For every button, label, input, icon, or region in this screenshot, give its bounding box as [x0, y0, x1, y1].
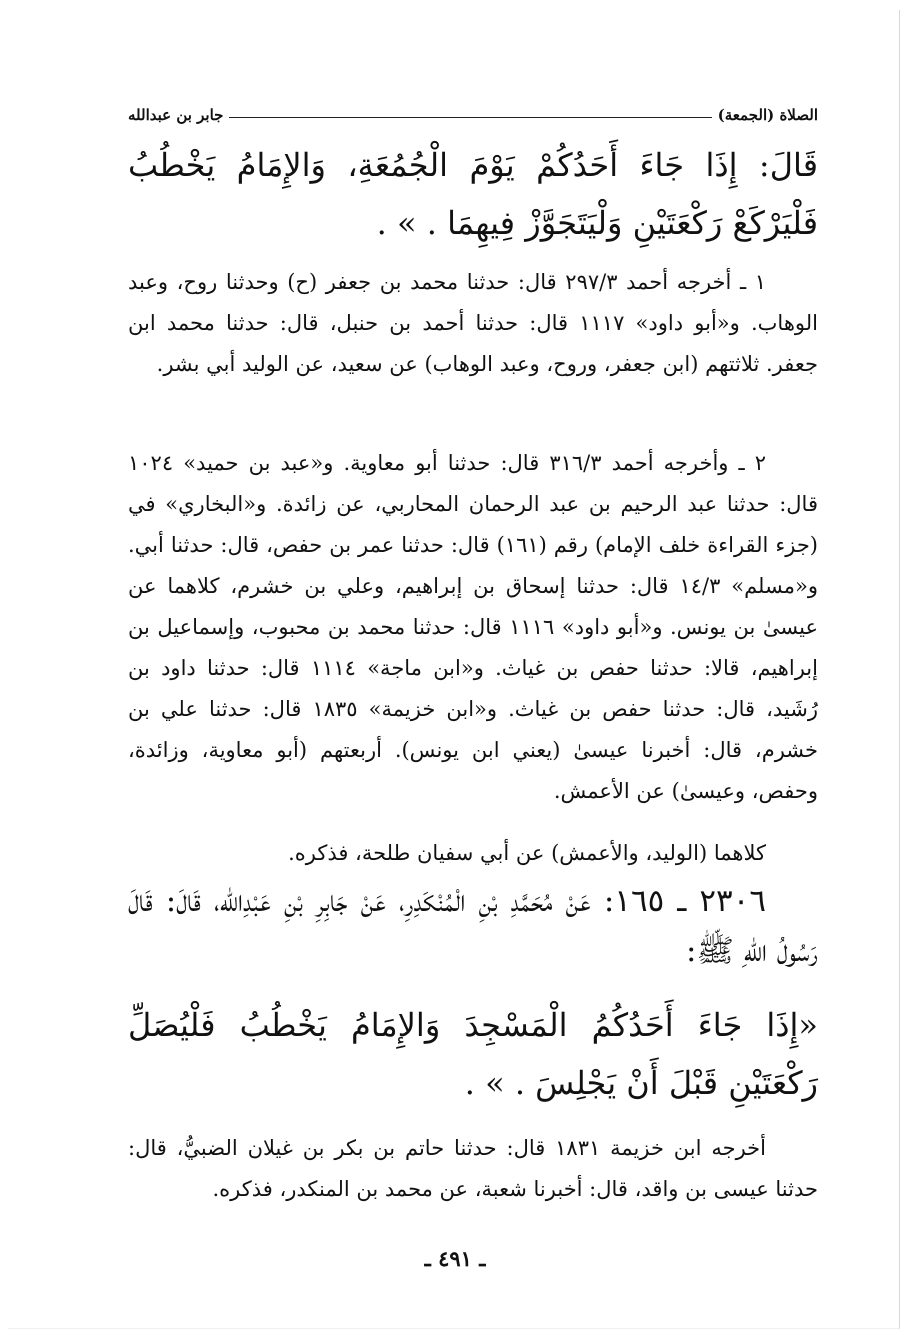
running-header [128, 97, 818, 123]
source-paragraph-two: ٢ ـ وأخرجه أحمد ٣١٦/٣ قال: حدثنا أبو معاوية. و«عبد بن حميد» ١٠٢٤ قال: حدثنا عبد الرحيم بن عبد الرحمان المحاربي، عن زائدة. و«البخاري» في (جزء القراءة خلف الإمام) رقم (١٦١) قال: حدثنا عمر بن حفص، قال: حدثنا أبي. و«مسلم» ١٤/٣ قال: حدثنا إسحاق بن إبراهيم، وعلي بن خشرم، كلاهما عن عيسىٰ بن يونس. و«أبو داود» ١١١٦ قال: حدثنا محمد بن محبوب، وإسماعيل بن إبراهيم، قالا: حدثنا حفص بن غياث. و«ابن ماجة» ١١١٤ قال: حدثنا داود بن رُشَيد، قال: حدثنا حفص بن غياث. و«ابن خزيمة» ١٨٣٥ قال: حدثنا علي بن خشرم، قال: أخبرنا عيسىٰ (يعني ابن يونس). أربعتهم (أبو معاوية، وزائدة، وحفص، وعيسىٰ) عن الأعمش. [128, 451, 818, 803]
hadith-heading: ٢٣٠٦ ـ ١٦٥: عَنْ مُحَمَّدِ بْنِ الْمُنْكَدِرِ، عَنْ جَابِرِ بْنِ عَبْدِالله، قَالَ: قَالَ رَسُولُ اللهِ ﷺ: [128, 883, 818, 969]
hadith-text-second: «إِذَا جَاءَ أَحَدُكُمُ الْمَسْجِدَ وَالإِمَامُ يَخْطُبُ فَلْيُصَلِّ رَكْعَتَيْنِ قَبْلَ أَنْ يَجْلِسَ . » . [128, 1006, 818, 1102]
source-paragraph-three: كلاهما (الوليد، والأعمش) عن أبي سفيان طلحة، فذكره. [288, 841, 766, 865]
chapter-title: الصلاة (الجمعة) [717, 106, 818, 124]
narrator-name: جابر بن عبدالله [128, 106, 224, 124]
source-paragraph-one: ١ ـ أخرجه أحمد ٢٩٧/٣ قال: حدثنا محمد بن جعفر (ح) وحدثنا روح، وعبد الوهاب. و«أبو داود» ١١١٧ قال: حدثنا أحمد بن حنبل، قال: حدثنا محمد ابن جعفر. ثلاثتهم (ابن جعفر، وروح، وعبد الوهاب) عن سعيد، عن الوليد أبي بشر. [128, 270, 818, 376]
header-rule [229, 117, 711, 118]
source-paragraph-four: أخرجه ابن خزيمة ١٨٣١ قال: حدثنا حاتم بن بكر بن غيلان الضبيُّ، قال: حدثنا عيسى بن واقد، قال: أخبرنا شعبة، عن محمد بن المنكدر، فذكره. [128, 1136, 818, 1201]
page-number: ـ ٤٩١ ـ [424, 1246, 486, 1271]
hadith-text-first: قَالَ: إِذَا جَاءَ أَحَدُكُمْ يَوْمَ الْجُمُعَةِ، وَالإِمَامُ يَخْطُبُ فَلْيَرْكَعْ رَكْعَتَيْنِ وَلْيَتَجَوَّزْ فِيهِمَا . » . [128, 146, 818, 242]
